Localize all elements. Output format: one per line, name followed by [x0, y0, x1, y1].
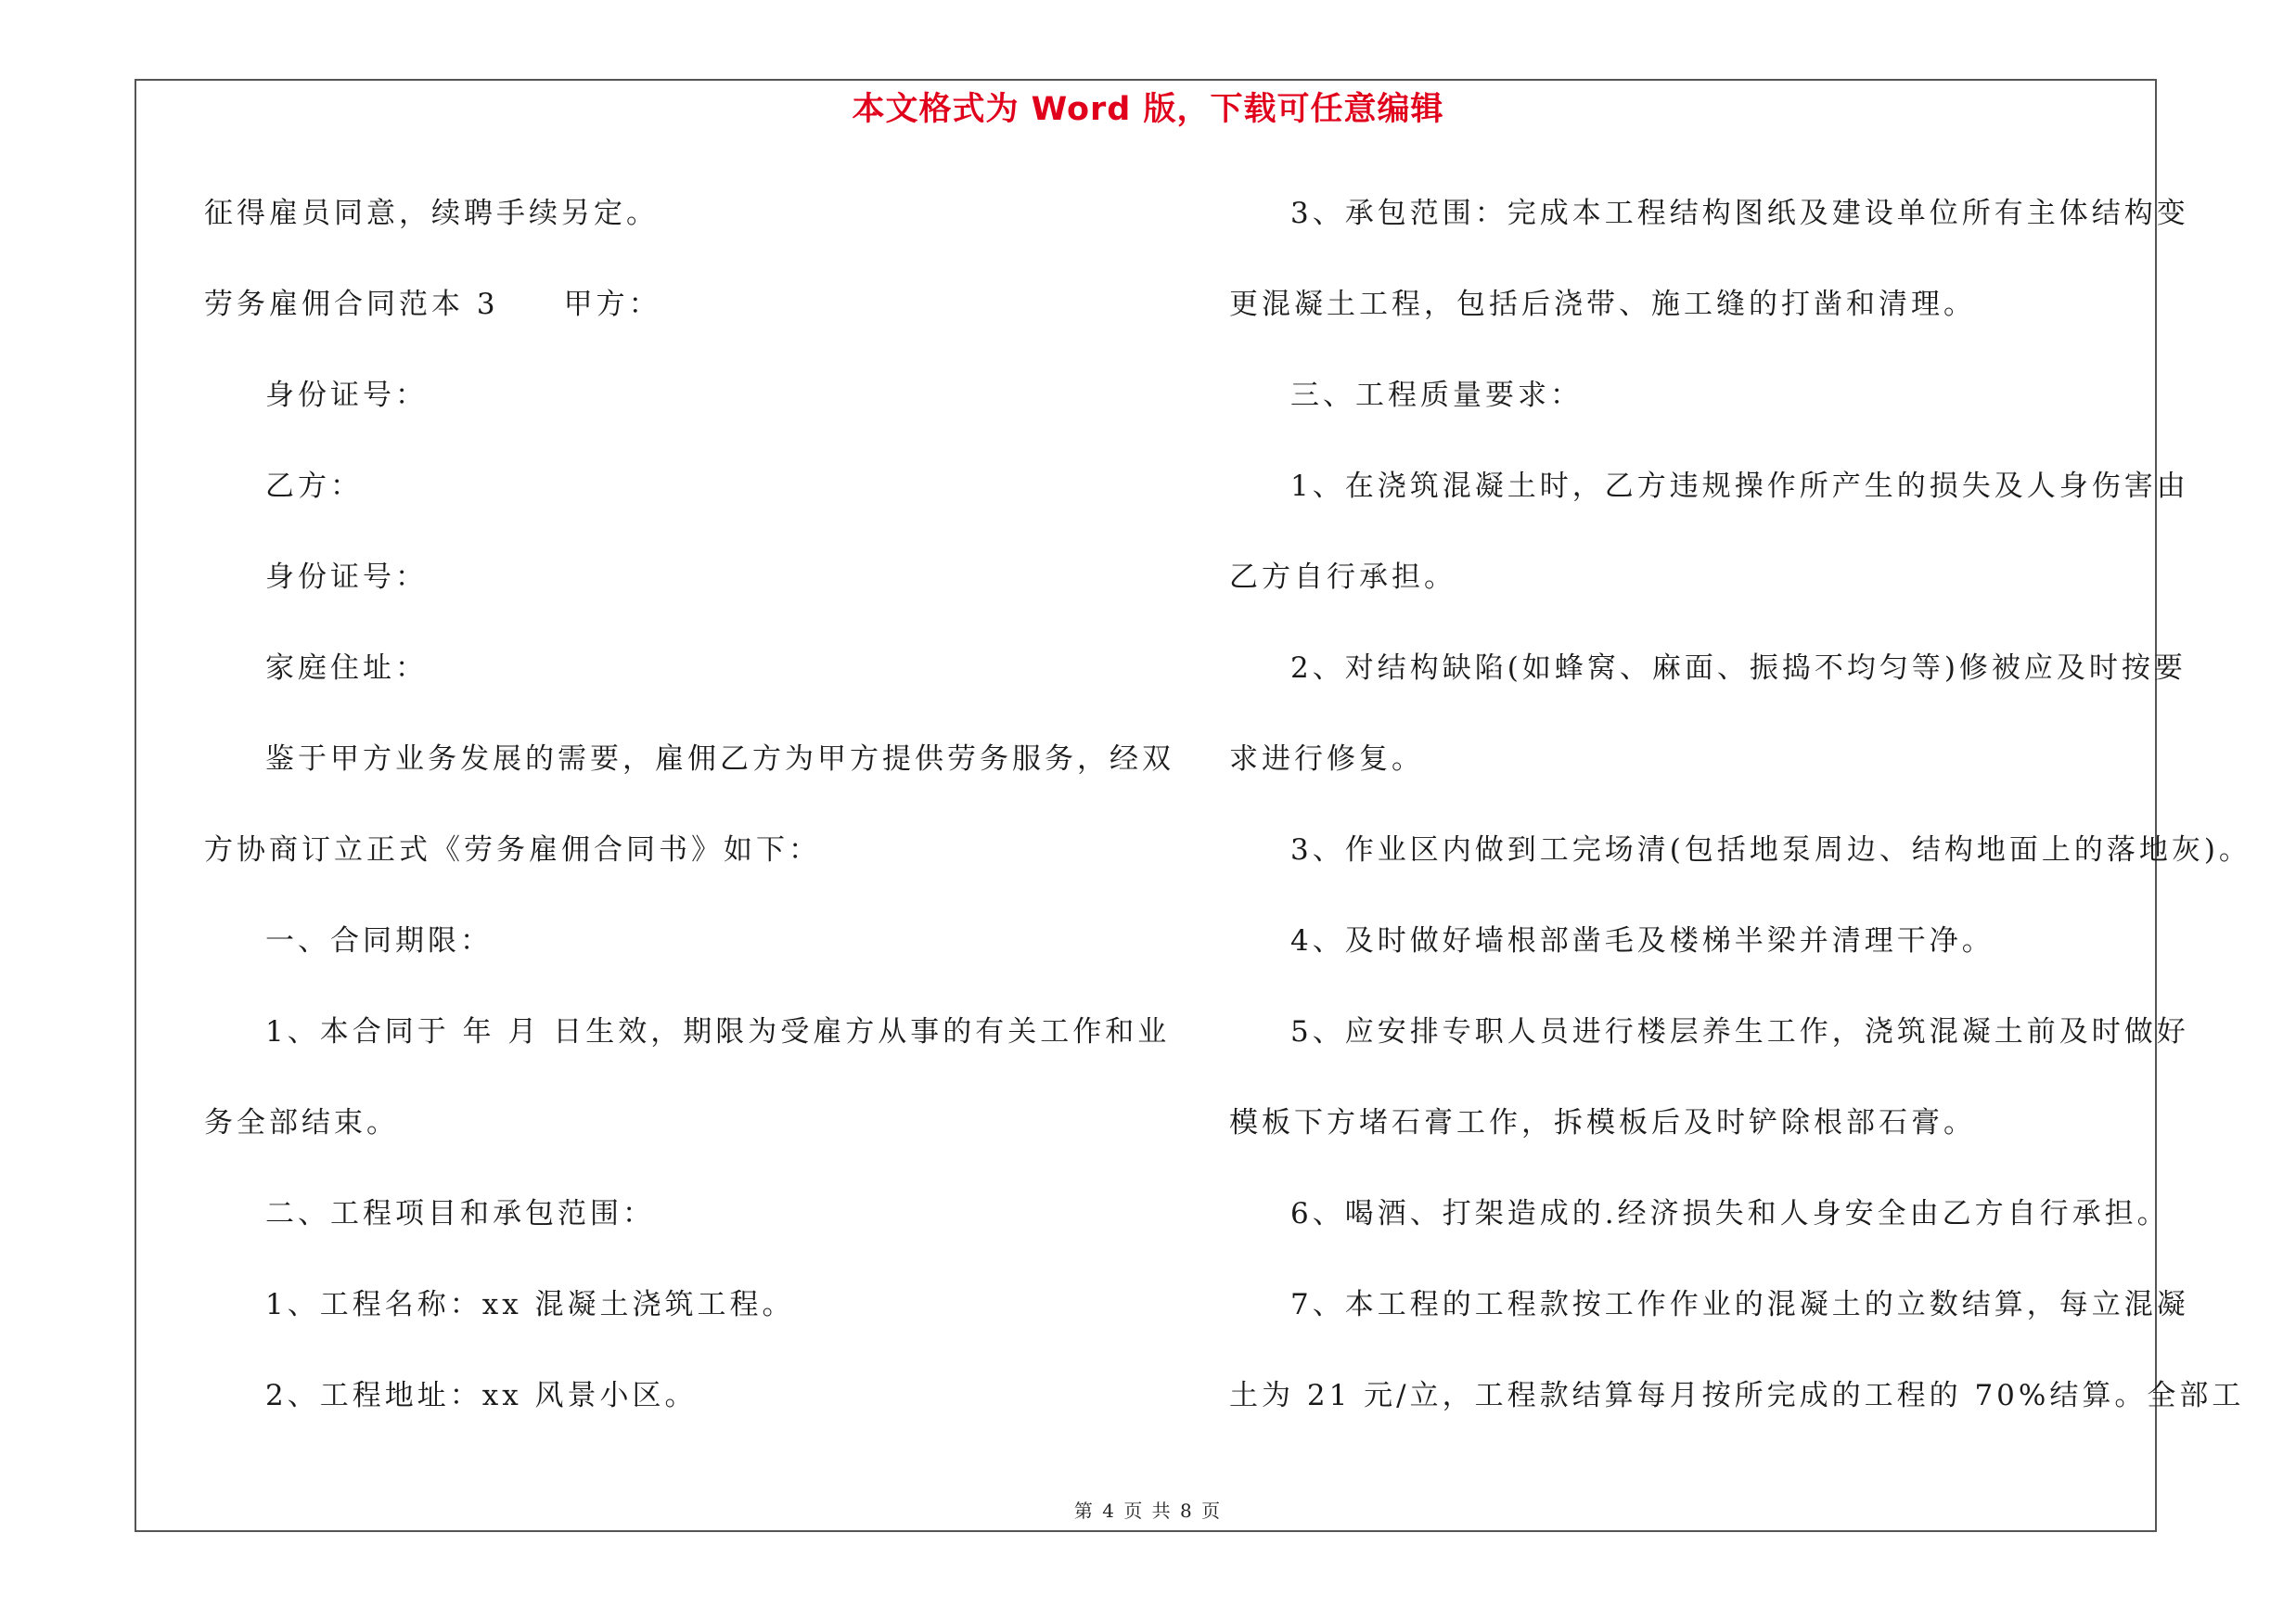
- text-line: 征得雇员同意，续聘手续另定。: [204, 197, 659, 230]
- text-line: 鉴于甲方业务发展的需要，雇佣乙方为甲方提供劳务服务，经双: [265, 742, 1174, 776]
- text-line: 身份证号：: [265, 560, 428, 594]
- text-line: 模板下方堵石膏工作，拆模板后及时铲除根部石膏。: [1229, 1106, 1976, 1140]
- page-number-footer: 第 4 页 共 8 页: [1073, 1500, 1223, 1522]
- text-line: 乙方自行承担。: [1229, 560, 1456, 594]
- text-line: 求进行修复。: [1229, 742, 1424, 776]
- text-line: 2、工程地址：xx 风景小区。: [265, 1379, 698, 1412]
- text-line: 2、对结构缺陷(如蜂窝、麻面、振捣不均匀等)修被应及时按要: [1290, 651, 2187, 685]
- text-line: 5、应安排专职人员进行楼层养生工作，浇筑混凝土前及时做好: [1290, 1015, 2189, 1049]
- text-line: 6、喝酒、打架造成的.经济损失和人身安全由乙方自行承担。: [1290, 1197, 2170, 1230]
- left-text-column: [204, 186, 1174, 1459]
- text-line: 身份证号：: [265, 379, 428, 412]
- text-line: 1、工程名称：xx 混凝土浇筑工程。: [265, 1288, 795, 1321]
- text-line: 4、及时做好墙根部凿毛及楼梯半梁并清理干净。: [1290, 924, 1995, 958]
- text-line: 土为 21 元/立，工程款结算每月按所完成的工程的 70%结算。全部工: [1229, 1379, 2245, 1412]
- text-line: 7、本工程的工程款按工作作业的混凝土的立数结算，每立混凝: [1290, 1288, 2189, 1321]
- text-line: 1、在浇筑混凝土时，乙方违规操作所产生的损失及人身伤害由: [1290, 470, 2189, 503]
- text-line: 务全部结束。: [204, 1106, 399, 1140]
- text-line: 1、本合同于 年 月 日生效，期限为受雇方从事的有关工作和业: [265, 1015, 1171, 1049]
- text-line: 3、作业区内做到工完场清(包括地泵周边、结构地面上的落地灰)。: [1290, 833, 2251, 867]
- format-notice-banner: 本文格式为 Word 版，下载可任意编辑: [852, 91, 1444, 128]
- text-line: 乙方：: [265, 470, 363, 503]
- text-line: 劳务雇佣合同范本 3 甲方：: [204, 288, 661, 321]
- text-line: 一、合同期限：: [265, 924, 493, 958]
- text-line: 二、工程项目和承包范围：: [265, 1197, 655, 1230]
- right-text-column: [1229, 186, 2251, 1459]
- text-line: 三、工程质量要求：: [1290, 379, 1583, 412]
- text-line: 家庭住址：: [265, 651, 428, 685]
- text-line: 更混凝土工程，包括后浇带、施工缝的打凿和清理。: [1229, 288, 1976, 321]
- text-line: 方协商订立正式《劳务雇佣合同书》如下：: [204, 833, 821, 867]
- text-line: 3、承包范围：完成本工程结构图纸及建设单位所有主体结构变: [1290, 197, 2189, 230]
